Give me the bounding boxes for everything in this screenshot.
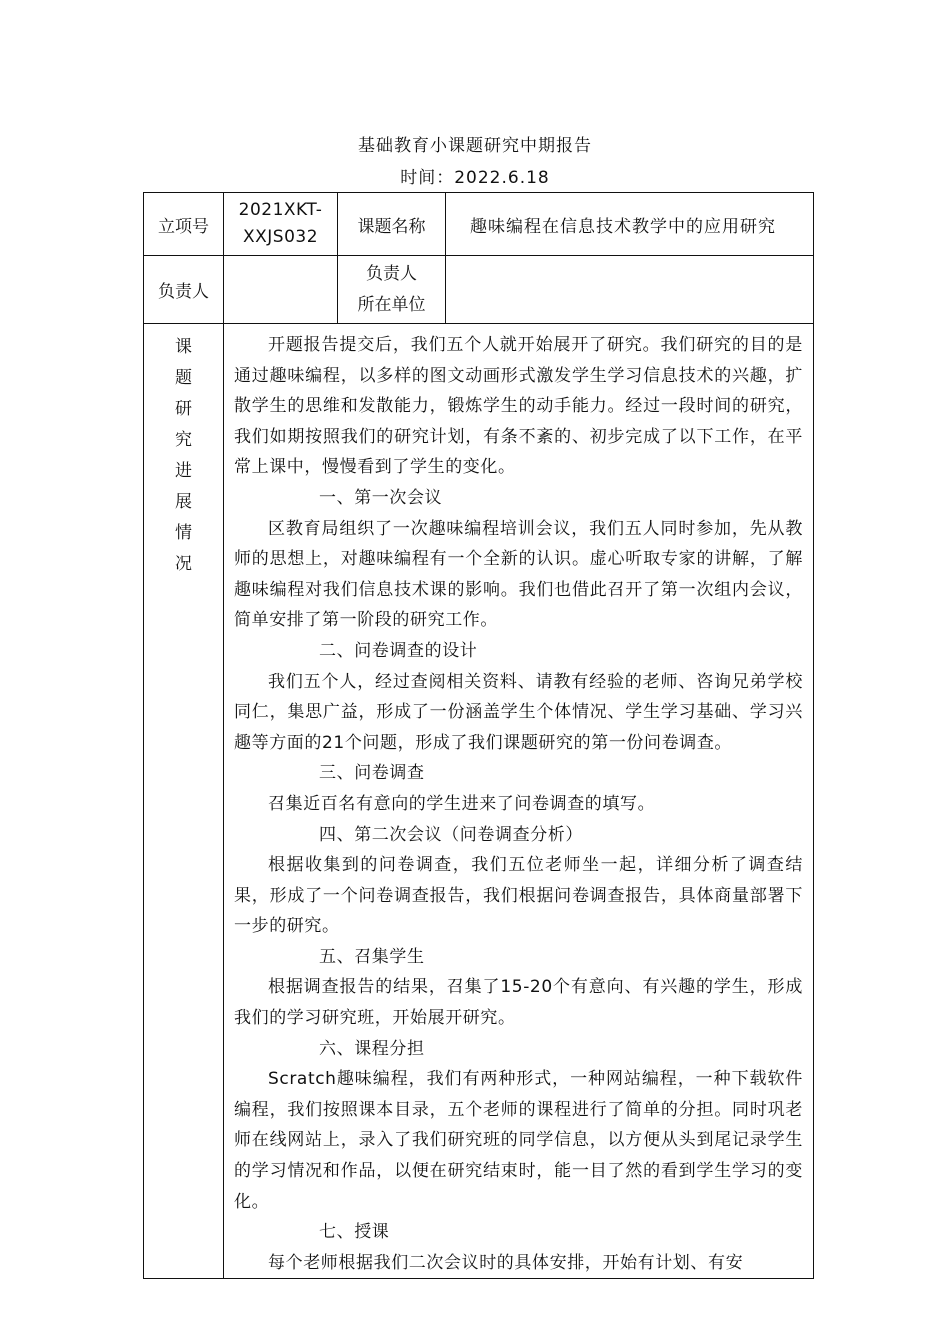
project-no-line1: 2021XKT- <box>238 200 323 220</box>
section-heading: 五、召集学生 <box>319 946 425 967</box>
progress-label-char: 进 <box>175 461 192 481</box>
progress-label-char: 究 <box>175 430 192 450</box>
topic-name-value: 趣味编程在信息技术教学中的应用研究 <box>446 193 814 256</box>
leader-value <box>224 256 338 324</box>
unit-value <box>446 256 814 324</box>
section-heading: 四、第二次会议（问卷调查分析） <box>319 824 583 845</box>
section-heading: 六、课程分担 <box>319 1038 425 1059</box>
progress-content <box>224 324 814 1279</box>
section-paragraph: 每个老师根据我们二次会议时的具体安排，开始有计划、有安 <box>268 1252 744 1273</box>
section-heading: 三、问卷调查 <box>319 763 425 784</box>
progress-label-char: 研 <box>175 399 192 419</box>
progress-label-char: 情 <box>175 523 192 543</box>
document-title: 基础教育小课题研究中期报告 <box>358 136 592 156</box>
intro-paragraph: 开题报告提交后，我们五个人就开始展开了研究。我们研究的目的是通过趣味编程，以多样的图文动画形式激发学生学习信息技术的兴趣，扩散学生的思维和发散能力，锻炼学生的动手能力。经过一段时间的研究，我们如期按照我们的研究计划，有条不紊的、初步完成了以下工作，在平常上课中，慢慢看到了学生的变化。 <box>234 335 803 478</box>
progress-label-char: 展 <box>175 492 192 512</box>
progress-label-char: 课 <box>175 337 192 357</box>
table-row-progress <box>144 324 814 1279</box>
section-paragraph: 区教育局组织了一次趣味编程培训会议，我们五人同时参加，先从教师的思想上，对趣味编程有一个全新的认识。虚心听取专家的讲解，了解趣味编程对我们信息技术课的影响。我们也借此召开了第一次组内会议，简单安排了第一阶段的研究工作。 <box>234 518 803 631</box>
section-heading: 一、第一次会议 <box>319 487 443 508</box>
section-heading: 二、问卷调查的设计 <box>319 640 478 661</box>
unit-label <box>338 256 446 324</box>
progress-label-char: 题 <box>175 368 192 388</box>
project-no-line2: XXJS032 <box>242 227 319 247</box>
leader-label: 负责人 <box>144 256 224 324</box>
unit-label-line2: 所在单位 <box>357 294 426 315</box>
report-table <box>143 192 814 1279</box>
section-paragraph: 根据调查报告的结果，召集了15-20个有意向、有兴趣的学生，形成我们的学习研究班，开始展开研究。 <box>234 977 803 1029</box>
topic-name-label: 课题名称 <box>338 193 446 256</box>
table-row-leader <box>144 256 814 324</box>
project-no-label: 立项号 <box>144 193 224 256</box>
report-date: 时间：2022.6.18 <box>400 168 550 188</box>
table-row-project <box>144 193 814 256</box>
progress-label-char: 况 <box>175 554 192 574</box>
section-paragraph: 召集近百名有意向的学生进来了问卷调查的填写。 <box>268 793 656 814</box>
section-heading: 七、授课 <box>319 1222 390 1243</box>
project-no-value <box>224 193 338 256</box>
section-paragraph: Scratch趣味编程，我们有两种形式，一种网站编程，一种下载软件编程，我们按照课本目录，五个老师的课程进行了简单的分担。同时巩老师在线网站上，录入了我们研究班的同学信息，以方便从头到尾记录学生的学习情况和作品，以便在研究结束时，能一目了然的看到学生学习的变化。 <box>234 1069 803 1212</box>
section-paragraph: 我们五个人，经过查阅相关资料、请教有经验的老师、咨询兄弟学校同仁，集思广益，形成了一份涵盖学生个体情况、学生学习基础、学习兴趣等方面的21个问题，形成了我们课题研究的第一份问卷调查。 <box>234 671 803 753</box>
unit-label-line1: 负责人 <box>366 263 417 284</box>
section-paragraph: 根据收集到的问卷调查，我们五位老师坐一起，详细分析了调查结果，形成了一个问卷调查报告，我们根据问卷调查报告，具体商量部署下一步的研究。 <box>234 855 803 937</box>
progress-label <box>144 324 224 1279</box>
